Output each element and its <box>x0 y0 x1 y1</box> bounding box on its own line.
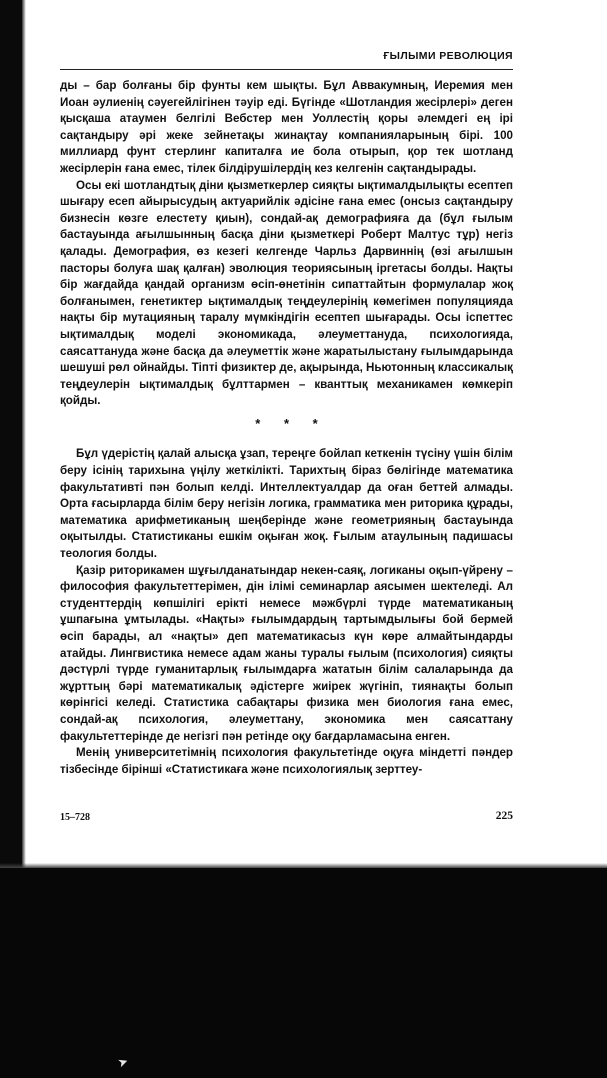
paragraph-4: Қазір риторикамен шұғылданатындар некен-саяқ, логиканы оқып-үйрену – философия факультеттерімен, дін ілімі семинарлар аясымен шектеледі. Ал студенттердің көпшілігі ерікті немесе мәжбүрлі түрде математиканың ұшпағына ұмтылады. «Нақты» ғылымдардың тартымдылығы бой бермей өсіп барады, ал «нақты» деп математикасыз күн көре алмайтындарды атайды. Лингвистика немесе адам жаны туралы ғылым (психология) сияқты дәстүрлі түрде гуманитарлық ғылымдарға жататын білім салаларында да жұрттың бәрі математикалық әдістерге жиірек жүгініп, тиянақты болып көрінгісі келеді. Статистика сабақтары физика мен биология ғана емес, сондай-ақ психология, әлеуметтану, экономика мен саясаттану факультеттерінде де негізгі пән ретінде оқу бағдарламасына енген. <box>60 563 513 743</box>
scan-shadow-bottom <box>0 868 607 1078</box>
paragraph-5: Менің университетімнің психология факультетінде оқуға міндетті пәндер тізбесінде бірінші «Статистикаға және психологиялық зерттеу- <box>60 746 513 776</box>
scan-shadow-bottom-edge <box>0 863 607 868</box>
paragraph-1: ды – бар болғаны бір фунты кем шықты. Бұл Аввакумның, Иеремия мен Иоан әулиенің сәуегейлігінен тәуір еді. Бүгінде «Шотландия жесірлері» деген қысқаша атаумен белгілі Вебстер мен Уоллестің қоры әлемдегі ең ірі сақтандыру әрі жеке зейнетақы жинақтау компанияларының бірі. 100 миллиард фунт стерлинг капиталға ие бола отырып, қор тек шотланд жесірлерін ғана емес, тілек білдірушілердің кез келгенін сақтандырады. <box>60 79 513 175</box>
print-signature: 15–728 <box>60 812 90 823</box>
header-rule <box>60 69 513 70</box>
scan-artifact-arrow-icon: ➤ <box>115 1053 131 1071</box>
paragraph-2: Осы екі шотландтық діни қызметкерлер сияқты ықтималдылықты есептеп шығару есеп айырысудың актуарийлік әдісіне ғана емес (онсыз сақтандыру бизнесін көзге елестету қиын), сондай-ақ демографияға да (бұл ғылым бастауында ағылшынның басқа діни қызметкері Роберт Малтус тұр) негіз қалады. Демография, өз кезегі келгенде Чарльз Дарвиннің (өзі ағылшын пасторы болуға шақ қалған) эволюция теориясының іргетасы болды. Нақты бір жағдайда қандай организм өсіп-өнетінін сипаттайтын формулалар жоқ болғанымен, генетиктер ықтималдық теңдеулерінің көмегімен популяцияда нақты бір мутацияның таралу мүмкіндігін есептеп шығарады. Осы іспеттес ықтималдық моделі экономикада, әлеуметтануда, психологияда, саясаттануда және басқа да әлеуметтік және жаратылыстану ғылымдарында шешуші рөл ойнайды. Тіпті физиктер де, ақырында, Ньютонның классикалық теңдеулерін ықтималдық бұлттармен – кванттық механикамен көмкеріп қойды. <box>60 178 513 408</box>
running-header: ҒЫЛЫМИ РЕВОЛЮЦИЯ <box>383 50 513 62</box>
page-number: 225 <box>495 810 513 822</box>
section-separator: * * * <box>255 415 328 431</box>
paragraph-3: Бұл үдерістің қалай алысқа ұзап, тереңге бойлап кеткенін түсіну үшін білім беру ісінің тарихына үңілу жеткілікті. Тарихтың біраз бөлігінде математика факультативті пән болып келді. Интеллектуалдар да оған беттей алмады. Орта ғасырларда білім беру негізін логика, грамматика мен риторика құрады, математика арифметиканың шеңберінде және геометрияның бастауында оқытылды. Статистиканы ешкім оқыған жоқ. Ғылым атаулының падишасы теология болды. <box>60 447 513 561</box>
book-page <box>60 0 513 868</box>
body-text <box>60 78 513 778</box>
